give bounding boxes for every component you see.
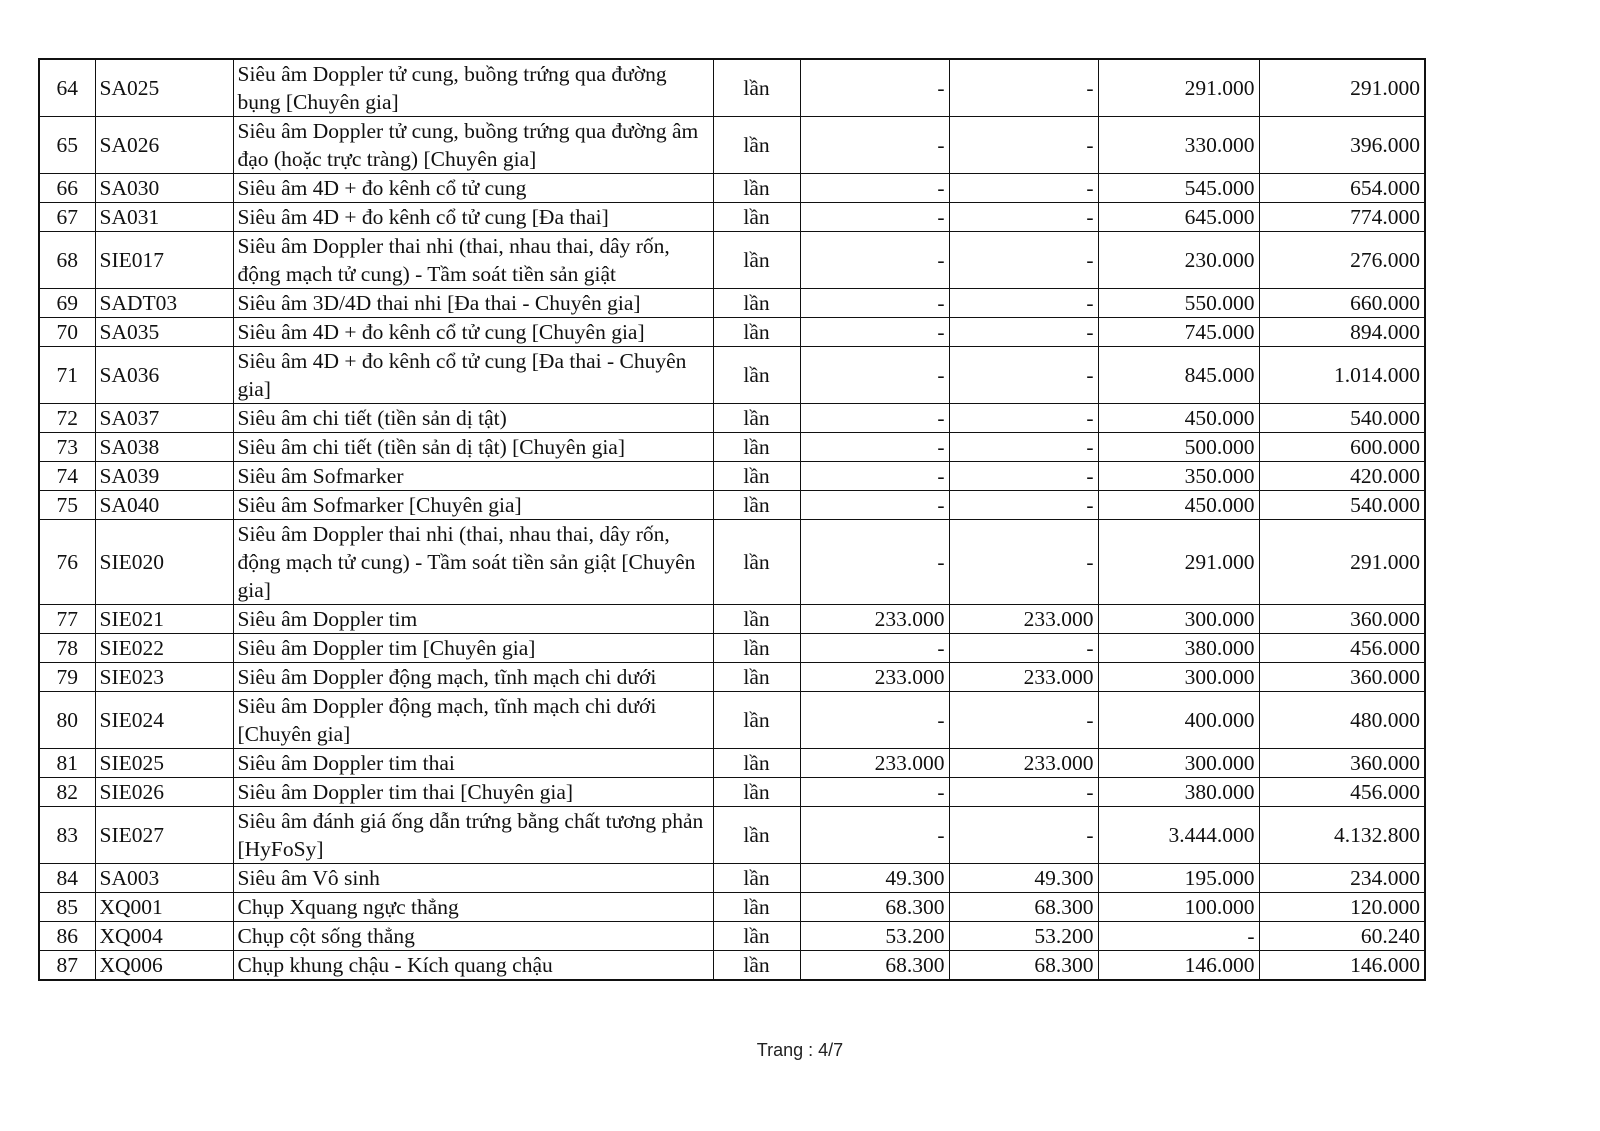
price-col-4: 456.000 xyxy=(1259,634,1425,663)
price-col-3: - xyxy=(1098,922,1259,951)
price-col-4: 894.000 xyxy=(1259,318,1425,347)
row-number: 69 xyxy=(39,289,95,318)
table-row xyxy=(39,951,1425,981)
price-col-1: - xyxy=(800,692,949,749)
price-col-1: 233.000 xyxy=(800,749,949,778)
service-name: Siêu âm Doppler tử cung, buồng trứng qua đường âm đạo (hoặc trực tràng) [Chuyên gia] xyxy=(233,117,713,174)
price-col-4: 60.240 xyxy=(1259,922,1425,951)
price-col-1: - xyxy=(800,117,949,174)
service-code: SA039 xyxy=(95,462,233,491)
price-col-4: 774.000 xyxy=(1259,203,1425,232)
price-col-2: - xyxy=(949,433,1098,462)
price-col-3: 350.000 xyxy=(1098,462,1259,491)
price-col-4: 600.000 xyxy=(1259,433,1425,462)
price-col-1: - xyxy=(800,634,949,663)
price-col-3: 845.000 xyxy=(1098,347,1259,404)
table-row xyxy=(39,807,1425,864)
service-code: SA040 xyxy=(95,491,233,520)
service-code: SA037 xyxy=(95,404,233,433)
price-col-1: 68.300 xyxy=(800,951,949,981)
service-code: SIE026 xyxy=(95,778,233,807)
table-row xyxy=(39,634,1425,663)
price-col-4: 360.000 xyxy=(1259,605,1425,634)
unit: lần xyxy=(713,289,800,318)
price-col-3: 291.000 xyxy=(1098,59,1259,117)
service-name: Siêu âm Doppler động mạch, tĩnh mạch chi dưới xyxy=(233,663,713,692)
price-col-2: - xyxy=(949,491,1098,520)
table-row xyxy=(39,749,1425,778)
price-col-3: 550.000 xyxy=(1098,289,1259,318)
price-col-2: - xyxy=(949,232,1098,289)
table-row xyxy=(39,663,1425,692)
table-row xyxy=(39,289,1425,318)
row-number: 67 xyxy=(39,203,95,232)
table-row xyxy=(39,864,1425,893)
price-col-1: - xyxy=(800,520,949,605)
service-name: Chụp Xquang ngực thẳng xyxy=(233,893,713,922)
price-col-1: - xyxy=(800,203,949,232)
row-number: 77 xyxy=(39,605,95,634)
price-col-2: 233.000 xyxy=(949,605,1098,634)
price-col-2: - xyxy=(949,807,1098,864)
price-col-3: 300.000 xyxy=(1098,749,1259,778)
price-col-2: - xyxy=(949,462,1098,491)
unit: lần xyxy=(713,663,800,692)
price-col-4: 360.000 xyxy=(1259,663,1425,692)
price-col-3: 400.000 xyxy=(1098,692,1259,749)
table-row xyxy=(39,605,1425,634)
price-col-4: 660.000 xyxy=(1259,289,1425,318)
service-code: XQ004 xyxy=(95,922,233,951)
unit: lần xyxy=(713,893,800,922)
table-row xyxy=(39,491,1425,520)
unit: lần xyxy=(713,807,800,864)
table-row xyxy=(39,462,1425,491)
service-name: Siêu âm Doppler động mạch, tĩnh mạch chi dưới [Chuyên gia] xyxy=(233,692,713,749)
service-code: SA026 xyxy=(95,117,233,174)
service-name: Siêu âm 4D + đo kênh cổ tử cung xyxy=(233,174,713,203)
price-col-3: 450.000 xyxy=(1098,491,1259,520)
service-code: SA030 xyxy=(95,174,233,203)
service-code: XQ006 xyxy=(95,951,233,981)
price-col-4: 4.132.800 xyxy=(1259,807,1425,864)
row-number: 76 xyxy=(39,520,95,605)
price-col-2: - xyxy=(949,289,1098,318)
price-col-2: 49.300 xyxy=(949,864,1098,893)
price-col-2: 68.300 xyxy=(949,951,1098,981)
service-name: Siêu âm Doppler tử cung, buồng trứng qua đường bụng [Chuyên gia] xyxy=(233,59,713,117)
row-number: 65 xyxy=(39,117,95,174)
price-col-4: 1.014.000 xyxy=(1259,347,1425,404)
service-name: Siêu âm Doppler thai nhi (thai, nhau thai, dây rốn, động mạch tử cung) - Tầm soát tiền sản giật xyxy=(233,232,713,289)
price-col-2: 53.200 xyxy=(949,922,1098,951)
table-row xyxy=(39,692,1425,749)
row-number: 71 xyxy=(39,347,95,404)
price-col-1: - xyxy=(800,404,949,433)
table-row xyxy=(39,203,1425,232)
price-col-1: 233.000 xyxy=(800,663,949,692)
price-col-4: 360.000 xyxy=(1259,749,1425,778)
service-name: Siêu âm Doppler tim xyxy=(233,605,713,634)
table-row xyxy=(39,174,1425,203)
price-col-3: 300.000 xyxy=(1098,663,1259,692)
table-row xyxy=(39,232,1425,289)
table-body xyxy=(39,59,1425,980)
price-col-3: 745.000 xyxy=(1098,318,1259,347)
service-name: Siêu âm 4D + đo kênh cổ tử cung [Đa thai - Chuyên gia] xyxy=(233,347,713,404)
table-row xyxy=(39,117,1425,174)
table-row xyxy=(39,59,1425,117)
row-number: 86 xyxy=(39,922,95,951)
price-col-3: 230.000 xyxy=(1098,232,1259,289)
row-number: 75 xyxy=(39,491,95,520)
unit: lần xyxy=(713,778,800,807)
service-name: Siêu âm chi tiết (tiền sản dị tật) xyxy=(233,404,713,433)
price-col-4: 540.000 xyxy=(1259,404,1425,433)
price-col-1: - xyxy=(800,491,949,520)
service-code: SIE027 xyxy=(95,807,233,864)
service-name: Siêu âm Sofmarker xyxy=(233,462,713,491)
service-code: SA003 xyxy=(95,864,233,893)
price-col-2: - xyxy=(949,404,1098,433)
service-code: SIE023 xyxy=(95,663,233,692)
price-col-2: - xyxy=(949,203,1098,232)
price-col-3: 500.000 xyxy=(1098,433,1259,462)
price-col-4: 234.000 xyxy=(1259,864,1425,893)
unit: lần xyxy=(713,404,800,433)
table-row xyxy=(39,893,1425,922)
price-col-4: 480.000 xyxy=(1259,692,1425,749)
price-col-3: 380.000 xyxy=(1098,634,1259,663)
unit: lần xyxy=(713,174,800,203)
price-col-4: 540.000 xyxy=(1259,491,1425,520)
unit: lần xyxy=(713,433,800,462)
price-col-1: - xyxy=(800,807,949,864)
unit: lần xyxy=(713,462,800,491)
price-col-3: 450.000 xyxy=(1098,404,1259,433)
row-number: 87 xyxy=(39,951,95,981)
price-col-3: 545.000 xyxy=(1098,174,1259,203)
row-number: 68 xyxy=(39,232,95,289)
service-code: SIE020 xyxy=(95,520,233,605)
unit: lần xyxy=(713,605,800,634)
service-name: Siêu âm 3D/4D thai nhi [Đa thai - Chuyên gia] xyxy=(233,289,713,318)
price-col-3: 330.000 xyxy=(1098,117,1259,174)
price-col-2: 233.000 xyxy=(949,663,1098,692)
unit: lần xyxy=(713,634,800,663)
price-col-2: - xyxy=(949,347,1098,404)
table-row xyxy=(39,347,1425,404)
price-col-2: - xyxy=(949,174,1098,203)
price-col-2: 68.300 xyxy=(949,893,1098,922)
unit: lần xyxy=(713,749,800,778)
row-number: 84 xyxy=(39,864,95,893)
unit: lần xyxy=(713,922,800,951)
page-number: Trang : 4/7 xyxy=(756,1040,844,1060)
price-col-3: 195.000 xyxy=(1098,864,1259,893)
price-col-2: - xyxy=(949,520,1098,605)
service-name: Siêu âm chi tiết (tiền sản dị tật) [Chuyên gia] xyxy=(233,433,713,462)
price-col-3: 100.000 xyxy=(1098,893,1259,922)
service-code: SADT03 xyxy=(95,289,233,318)
unit: lần xyxy=(713,117,800,174)
service-name: Siêu âm 4D + đo kênh cổ tử cung [Chuyên gia] xyxy=(233,318,713,347)
table-row xyxy=(39,922,1425,951)
unit: lần xyxy=(713,491,800,520)
price-col-4: 456.000 xyxy=(1259,778,1425,807)
price-col-4: 120.000 xyxy=(1259,893,1425,922)
service-price-table xyxy=(38,58,1426,981)
price-col-3: 146.000 xyxy=(1098,951,1259,981)
service-code: SA031 xyxy=(95,203,233,232)
table-row xyxy=(39,404,1425,433)
service-name: Siêu âm Vô sinh xyxy=(233,864,713,893)
price-col-3: 645.000 xyxy=(1098,203,1259,232)
unit: lần xyxy=(713,347,800,404)
unit: lần xyxy=(713,232,800,289)
price-col-2: - xyxy=(949,634,1098,663)
price-col-4: 396.000 xyxy=(1259,117,1425,174)
price-col-1: - xyxy=(800,174,949,203)
unit: lần xyxy=(713,520,800,605)
price-col-4: 420.000 xyxy=(1259,462,1425,491)
service-code: SA036 xyxy=(95,347,233,404)
price-col-2: - xyxy=(949,318,1098,347)
row-number: 64 xyxy=(39,59,95,117)
price-col-2: - xyxy=(949,778,1098,807)
service-name: Siêu âm đánh giá ống dẫn trứng bằng chất tương phản [HyFoSy] xyxy=(233,807,713,864)
row-number: 70 xyxy=(39,318,95,347)
unit: lần xyxy=(713,692,800,749)
service-name: Chụp cột sống thẳng xyxy=(233,922,713,951)
price-col-1: - xyxy=(800,289,949,318)
row-number: 83 xyxy=(39,807,95,864)
price-col-1: - xyxy=(800,59,949,117)
service-code: SA035 xyxy=(95,318,233,347)
row-number: 79 xyxy=(39,663,95,692)
row-number: 82 xyxy=(39,778,95,807)
row-number: 85 xyxy=(39,893,95,922)
unit: lần xyxy=(713,318,800,347)
row-number: 81 xyxy=(39,749,95,778)
service-name: Siêu âm Doppler tim thai [Chuyên gia] xyxy=(233,778,713,807)
service-code: SIE022 xyxy=(95,634,233,663)
table-row xyxy=(39,778,1425,807)
service-code: SA038 xyxy=(95,433,233,462)
service-name: Siêu âm Doppler thai nhi (thai, nhau thai, dây rốn, động mạch tử cung) - Tầm soát tiền sản giật [Chuyên gia] xyxy=(233,520,713,605)
row-number: 66 xyxy=(39,174,95,203)
price-col-1: 53.200 xyxy=(800,922,949,951)
unit: lần xyxy=(713,951,800,981)
service-code: SIE025 xyxy=(95,749,233,778)
price-col-1: - xyxy=(800,778,949,807)
service-name: Siêu âm Sofmarker [Chuyên gia] xyxy=(233,491,713,520)
price-col-3: 380.000 xyxy=(1098,778,1259,807)
row-number: 80 xyxy=(39,692,95,749)
service-code: XQ001 xyxy=(95,893,233,922)
price-col-1: 68.300 xyxy=(800,893,949,922)
price-col-2: 233.000 xyxy=(949,749,1098,778)
price-col-4: 276.000 xyxy=(1259,232,1425,289)
price-col-1: - xyxy=(800,433,949,462)
table-row xyxy=(39,433,1425,462)
service-name: Siêu âm Doppler tim [Chuyên gia] xyxy=(233,634,713,663)
price-col-3: 291.000 xyxy=(1098,520,1259,605)
row-number: 74 xyxy=(39,462,95,491)
price-col-2: - xyxy=(949,692,1098,749)
price-col-2: - xyxy=(949,117,1098,174)
price-col-1: 233.000 xyxy=(800,605,949,634)
price-col-2: - xyxy=(949,59,1098,117)
service-code: SIE017 xyxy=(95,232,233,289)
service-code: SIE021 xyxy=(95,605,233,634)
row-number: 78 xyxy=(39,634,95,663)
unit: lần xyxy=(713,203,800,232)
price-col-1: 49.300 xyxy=(800,864,949,893)
price-col-4: 291.000 xyxy=(1259,59,1425,117)
service-name: Chụp khung chậu - Kích quang chậu xyxy=(233,951,713,981)
price-col-3: 3.444.000 xyxy=(1098,807,1259,864)
table-row xyxy=(39,318,1425,347)
price-col-4: 146.000 xyxy=(1259,951,1425,981)
service-name: Siêu âm Doppler tim thai xyxy=(233,749,713,778)
price-col-4: 291.000 xyxy=(1259,520,1425,605)
price-col-3: 300.000 xyxy=(1098,605,1259,634)
unit: lần xyxy=(713,864,800,893)
price-col-1: - xyxy=(800,318,949,347)
service-code: SA025 xyxy=(95,59,233,117)
price-col-1: - xyxy=(800,347,949,404)
service-name: Siêu âm 4D + đo kênh cổ tử cung [Đa thai] xyxy=(233,203,713,232)
row-number: 73 xyxy=(39,433,95,462)
price-col-1: - xyxy=(800,462,949,491)
unit: lần xyxy=(713,59,800,117)
table-row xyxy=(39,520,1425,605)
price-col-1: - xyxy=(800,232,949,289)
price-col-4: 654.000 xyxy=(1259,174,1425,203)
row-number: 72 xyxy=(39,404,95,433)
service-code: SIE024 xyxy=(95,692,233,749)
